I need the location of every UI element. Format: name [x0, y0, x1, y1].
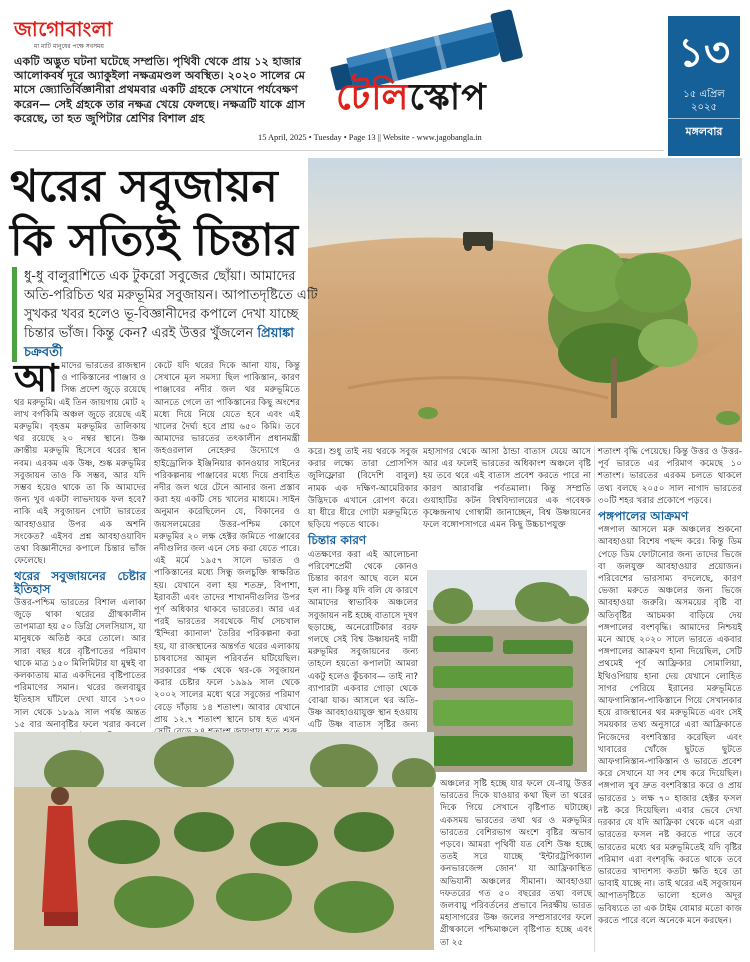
issue-weekday: মঙ্গলবার: [685, 125, 723, 138]
col4-paragraph: মহাসাগর থেকে আসা ঠান্ডা বাতাস যেয়ে আসে আর এর ফলেই ভারতের অধিকাংশ অঞ্চলে বৃষ্টি হয় তবে থরে এই বাতাস প্রবেশ করতে পারে না কারণ আরাবল্লি পর্বতমালা। কিন্তু সম্প্রতি গুয়াহাটির কটন বিশ্ববিদ্যালয়ের এক গবেষক কৃষ্ণেন্দ্রনাথ গোস্বামী জানাচ্ছেন, বিশ্ব উষ্ণায়নের ফলে বঙ্গোপসাগরে এমন কিছু উচ্চচাপযুক্ত: [423, 447, 591, 531]
issue-byline: 15 April, 2025 • Tuesday • Page 13 || Website - www.jagobangla.in: [258, 133, 482, 142]
page-number: ১৩: [678, 30, 730, 76]
col1-paragraph-2: উত্তর-পশ্চিম ভারতের বিশাল এলাকা জুড়ে থাকা থরের গ্রীষ্মকালীন তাপমাত্রা হয় ৫০ ডিগ্রি সেলসিয়াস, যা মানুষকে অতিষ্ঠ করে তোলে। আর সারা বছর ধরে বৃষ্টিপাতের পরিমাণ থাকে মাত্র ১৫০ মিলিমিটার যা মুম্বই বা কলকাতায় মাত্র একদিনের বৃষ্টিপাতের পরিমাণের সমান। থরের জলবায়ুর ইতিহাস ঘাঁটলে দেখা যাবে ১৭০০ সাল থেকে ১৮৯৯ সাল পর্যন্ত অন্তত ১৫ বার অনাবৃষ্টির ফলে খরার কবলে: [14, 597, 146, 730]
body-column-4-bottom: [440, 778, 592, 954]
desert-shrub-photo: [308, 158, 742, 442]
headline-line-1: থরের সবুজায়ন: [10, 161, 278, 212]
col1-paragraph: মাদের ভারতের রাজস্থান ও পাকিস্তানের পাঞ্জাব ও সিন্ধ প্রদেশ জুড়ে রয়েছে থর মরুভূমি। এই তিন জায়গায় মোট ২ লাখ বর্গকিমি অঞ্চল জুড়ে রয়েছে এই মরুভূমি। বৃহত্তম মরুভূমির তালিকায় থর রয়েছে ২০ নম্বর স্থানে। উষ্ণ ক্রান্তীয় মরুভূমি হিসেবে থরের স্থান নবম। এরকম এক উষ্ণ, শুষ্ক মরুভূমির সবুজায়ন তাও কি সম্ভব, আর যদি সম্ভব হয়েও থাকে তা কি আমাদের জন্য খুব একটা লাভদায়ক ফল হবে? নাকি এই সবুজায়ন গোটা ভারতের আবহাওয়ার উপর এক অশনি সংকেত? এইসব প্রশ্ন আবহাওয়াবিদ তথা বিজ্ঞানীদের কপালে চিন্তার ভাঁজ ফেলেছে।: [14, 361, 146, 567]
col5-paragraph-2: পঙ্গপাল আসলে মরু অঞ্চলের শুকনো আবহাওয়া বিশেষ পছন্দ করে। কিন্তু ডিম পেড়ে ডিম ফোটানোর জন্য তাদের ভিজে বা জলযুক্ত আবহাওয়ার প্রয়োজন। পরিবেশের ভারসাম্য বদলেছে, কারণ ভেজা মরুতে অঞ্চলের জন্য ভিজে আবহাওয়া জরুরি। অসময়ের বৃষ্টি বা অতিবৃষ্টির আচমকা বাড়িয়ে দেয় পঙ্গপালের বংশবৃদ্ধি। আমাদের নিশ্চয়ই মনে আছে ২০২০ সালে ভারতে একবার পঙ্গপালের আক্রমণ হানা দিয়েছিল, সেটি প্রথমেই পূর্ব আফ্রিকার সোমালিয়া, ইথিওপিয়ায় হানা দেয় যেখানে লোহিত সাগর পেরিয়ে ইরানের মরুভূমিতে আফগানিস্তান-পাকিস্তানে গিয়ে সেখানকার হয়ে রাজস্থানের থর মরুভূমিতে এবং সেই সময়কার তথ্য অনুসারে এরা আফ্রিকাতে নিজেদের বংশবিস্তার করেছিল এবং খাবারের খোঁজে ছুটতে ছুটতে আফগানিস্তান-পাকিস্তান ও ভারতে প্রবেশ করে সেখানে যা সব শেষ করে দিয়েছিল। পঙ্গপাল খুব দ্রুত বংশবিস্তার করে ও প্রায় ভারতের ১ লক্ষ ৭০ হাজার হেক্টর ফসল নষ্ট করে দিয়েছিল। এবার ভেবে দেখা দরকার যে যদি আফ্রিকা থেকে এসে এরা ভারতের ফসল নষ্ট করতে পারে তবে ভারতের মধ্যে থর মরুভূমিতেই যদি বৃষ্টির পরিমাণ এরা বংশবৃদ্ধি করতে থাকে তবে ভারতের খাদ্যশস্য কতটা ক্ষতি হবে তা ভাবাই যাচ্ছে না। তাই থরের এই সবুজায়ন আপাতদৃষ্টিতে ভালো হলেও অদূর ভবিষ্যতে তা এক টাইম বোমার মতো কাজ করতে পারে বলে অনেকে মনে করছেন।: [598, 525, 742, 926]
col3-paragraph: করে। শুধু তাই নয় থরকে সবুজ করার লক্ষ্যে তারা প্রোসপিস জুলিফ্লোরা (বিদেশি বাবুল) নামক এক দক্ষিণ-আমেরিকার উদ্ভিদকে এখানে রোপণ করে। যা ধীরে ধীরে গোটা মরুভূমিতে ছড়িয়ে পড়তে থাকে।: [308, 447, 418, 531]
body-column-2: [154, 360, 300, 732]
col2-paragraph: কেটে যদি থরের দিকে আনা যায়, কিন্তু সেখানে মূল সমস্যা ছিল পাকিস্তান, কারণ পাঞ্জাবের নদীর জল থর মরুভূমিতে আনতে গেলে তা পাকিস্তানের কিছু অংশের মধ্যে দিয়ে নিয়ে যেতে হবে এবং এই খালের দৈর্ঘ্য হবে প্রায় ৬৫০ কিমি। তবে আমাদের ভারতের তৎকালীন প্রধানমন্ত্রী জহওরলাল নেহেরুর উদ্যোগে ও হাইড্রোলিক ইঞ্জিনিয়ার কানওয়ার সাইনের পরিকল্পনায় পাঞ্জাবের মধ্যে দিয়ে প্রবাহিত নদীর জল থরে টেনে আনার জন্য প্রস্তাব করা হয় একটি সেচ খালের মাধ্যমে। সাইন অনুমান করেছিলেন যে, বিকানের ও জয়সলমেরের উত্তর-পশ্চিম কোণে মরুভূমির ২০ লক্ষ হেক্টর জমিতে পাঞ্জাবের নদীগুলির জল এনে সেচ করা যেতে পারে। এই মর্মে ১৯৫৭ সালে ভারত ও পাকিস্তানের মধ্যে সিন্ধু জলচুক্তি স্বাক্ষরিত হয়। যেখানে বলা হয় শতদ্রু, বিপাশা, ইরাবতী এবং তাদের শাখানদীগুলির উপর পূর্ণ অধিকার থাকবে ভারতের। আর এর পরই ভারতের সবথেকে দীর্ঘ সেচখাল 'ইন্দিরা ক্যানাল' তৈরির পরিকল্পনা করা হয়, যা রাজস্থানের অন্তর্গত থরের এলাকায় চাষবাসের আমূল পরিবর্তন ঘটিয়েছিল। সরকারের পক্ষ থেকে থর-কে সবুজায়ন করার চেষ্টার ফলে ১৯৯৯ সাল থেকে ২০০২ সালের মধ্যে থরে সবুজের পরিমাণ বেড়ে দাঁড়ায় ১৪ শতাংশ। আবার যেখানে প্রায় ১২.৭ শতাংশ স্থানে চাষ হত এখন: [154, 361, 300, 725]
article-deck: [12, 267, 324, 362]
issue-date: ১৫ এপ্রিল ২০২৫: [668, 88, 740, 119]
green-seedlings-photo: [423, 566, 591, 776]
subhead-history: থরের সবুজায়নের চেষ্টার ইতিহাস: [14, 569, 146, 596]
headline-line-2: কি সত্যিই চিন্তার: [10, 215, 298, 266]
farm-woman-photo: [14, 732, 434, 950]
col3-paragraph-2: এতক্ষণের করা এই আলোচনা পরিবেশপ্রেমী থেকে কোনও চিন্তার কারণ আছে বলে মনে হল না। কিন্তু যদি বলি যে কারণে আমাদের স্বাভাবিক অঞ্চলের সবুজায়ন নষ্ট হচ্ছে বাতাসে দূষণ ছড়াচ্ছে, অনেরোটিকার বরফ গলছে সেই বিশ্ব উষ্ণায়নই দায়ী মরুভূমির সবুজায়নের জন্য তাহলে হয়তো কপালটা আমরা একটু হলেও কুঁচকাব— তাই না? ব্যাপারটা একবার গোড়া থেকে বোঝা যাক। আসলে থর অতি-উষ্ণ আবহাওয়াযুক্ত স্থান হওয়ায় এটি উষ্ণ বাতাস সৃষ্টির জন্য: [308, 549, 418, 731]
col5-paragraph: শতাংশ বৃদ্ধি পেয়েছে। কিন্তু উত্তর ও উত্তর-পূর্ব ভারতে এর পরিমাণ কমেছে ১০ শতাংশ। ভারতের এরকম চলতে থাকলে তথ্য বলছে ২০৫০ সাল নাগাদ ভারতের ৩০টি শহর খরার প্রকোপে পড়বে।: [598, 447, 742, 506]
section-title-red: টেলি: [336, 77, 410, 118]
body-column-5: [598, 446, 742, 952]
article-headline: [10, 160, 310, 268]
subhead-concern: চিন্তার কারণ: [308, 533, 367, 548]
body-column-1: [14, 356, 146, 732]
deck-text: ধু-ধু বালুরাশিতে এক টুকরো সবুজের ছোঁয়া। আমাদের অতি-পরিচিত থর মরুভূমির সবুজায়ন। আপাতদৃষ্টিতে এটি সুখকর খবর হলেও ভূ-বিজ্ঞানীদের কপালে দেখা যাচ্ছে চিন্তার ভাঁজ। কিন্তু কেন? এরই উত্তর খুঁজলেন: [24, 269, 318, 341]
column-divider: [594, 446, 595, 952]
subhead-locust: পঙ্গপালের আক্রমণ: [598, 509, 689, 524]
author-name: প্রিয়াঙ্কা চক্রবর্তী: [24, 326, 295, 360]
dropcap: আ: [14, 356, 59, 400]
section-title: [336, 70, 487, 130]
body-column-3: [308, 446, 418, 732]
page-number-box: [668, 16, 740, 156]
jagobangla-logo[interactable]: [14, 18, 164, 52]
brand-name: জাগোবাংলা: [14, 17, 113, 41]
col4-paragraph-2: অঞ্চলের সৃষ্টি হচ্ছে যার ফলে যে-বায়ু উত্তর ভারতের দিকে যাওয়ার কথা ছিল তা থরের দিকে গিয়ে সেখানে বৃষ্টিপাত ঘটাচ্ছে। একসময় ভারতের তথা থর ও মরুভূমির ভারতের বেশিরভাগ অংশে বৃষ্টির অভাব পড়বে। আমরা পৃথিবী যত বেশি উষ্ণ হচ্ছে ততই সরে যাচ্ছে 'ইন্টারট্রপিক্যাল কনভারজেন্স জোন' যা আফ্রিকাস্থিত অভিযানী অঞ্চলের সীমানা। আবহাওয়া দফতরের গত ৫০ বছরের তথ্য বলছে জলবায়ু পরিবর্তনের প্রভাবে নিরক্ষীয় ভারত মহাসাগরের উষ্ণ জলের সম্প্রসারণের ফলে গ্রীষ্মকালে পশ্চিমাঞ্চলে বৃষ্টিপাত হচ্ছে এবং তা ২৫: [440, 779, 592, 948]
body-column-4-top: [423, 446, 591, 562]
brand-tagline: মা মাটি মানুষের পক্ষে সবসময়: [34, 43, 104, 50]
section-title-dark: স্কোপ: [409, 77, 487, 118]
column-divider: [150, 362, 151, 728]
masthead-divider: [14, 150, 664, 151]
teaser-text: একটি অদ্ভুত ঘটনা ঘটেছে সম্প্রতি। পৃথিবী থেকে প্রায় ১২ হাজার আলোকবর্ষ দূরে অ্যাকুইলা নক্ষত্রমণ্ডল অবস্থিত। ২০২০ সালের মে মাসে জ্যোতির্বিজ্ঞানীরা প্রথমবার একটি গ্রহকে সেখানে পর্যবেক্ষণ করেন— সেই গ্রহকে তার নক্ষত্র খেয়ে ফেলছে। নক্ষত্রটি যাকে গ্রাস করেছে, তা হত জুপিটার শ্রেণির বিশাল গ্রহ: [14, 55, 306, 125]
